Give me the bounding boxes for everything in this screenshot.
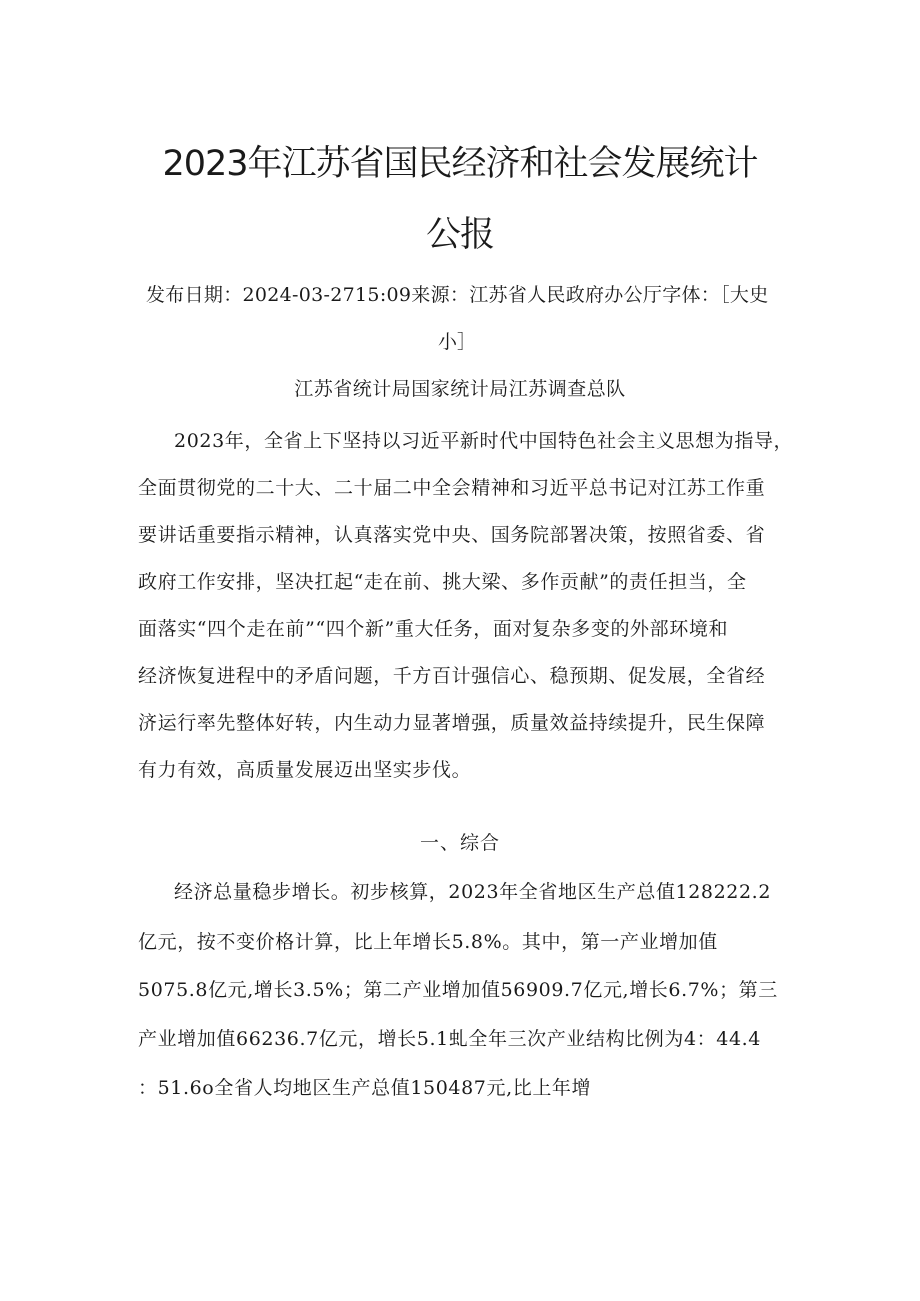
issuing-organization: 江苏省统计局国家统计局江苏调查总队 (294, 378, 626, 400)
publish-meta-line-1: 发布日期：2024-03-2715:09来源：江苏省人民政府办公厅字体：［大史 (146, 284, 769, 306)
title-line-2: 公报 (425, 215, 494, 255)
section-line: 产业增加值66236.7亿元，增长5.1虬全年三次产业结构比例为4：44.4 (138, 1028, 761, 1050)
intro-line: 全面贯彻党的二十大、二十届二中全会精神和习近平总书记对江苏工作重 (138, 477, 766, 499)
intro-line: 要讲话重要指示精神，认真落实党中央、国务院部署决策，按照省委、省 (138, 524, 766, 546)
section-line: 亿元，按不变价格计算，比上年增长5.8%。其中，第一产业增加值 (138, 931, 718, 953)
intro-line: 政府工作安排，坚决扛起“走在前、挑大梁、多作贡献”的责任担当，全 (138, 571, 747, 593)
section-line: ：51.6o全省人均地区生产总值150487元,比上年增 (138, 1077, 592, 1099)
intro-line: 经济恢复进程中的矛盾问题，千方百计强信心、稳预期、促发展，全省经 (138, 665, 766, 687)
intro-line: 有力有效，高质量发展迈出坚实步伐。 (138, 759, 472, 781)
title-line-1: 2023年江苏省国民经济和社会发展统计 (162, 144, 758, 184)
intro-line: 济运行率先整体好转，内生动力显著增强，质量效益持续提升，民生保障 (138, 712, 766, 734)
publish-meta-line-2: 小］ (438, 331, 477, 353)
section-line: 5075.8亿元,增长3.5%；第二产业增加值56909.7亿元,增长6.7%；第三 (138, 979, 778, 1001)
section-heading: 一、综合 (419, 832, 500, 854)
intro-line: 面落实“四个走在前”“四个新”重大任务，面对复杂多变的外部环境和 (138, 618, 729, 640)
intro-line: 2023年，全省上下坚持以习近平新时代中国特色社会主义思想为指导， (174, 430, 794, 452)
section-line: 经济总量稳步增长。初步核算，2023年全省地区生产总值128222.2 (174, 881, 772, 903)
